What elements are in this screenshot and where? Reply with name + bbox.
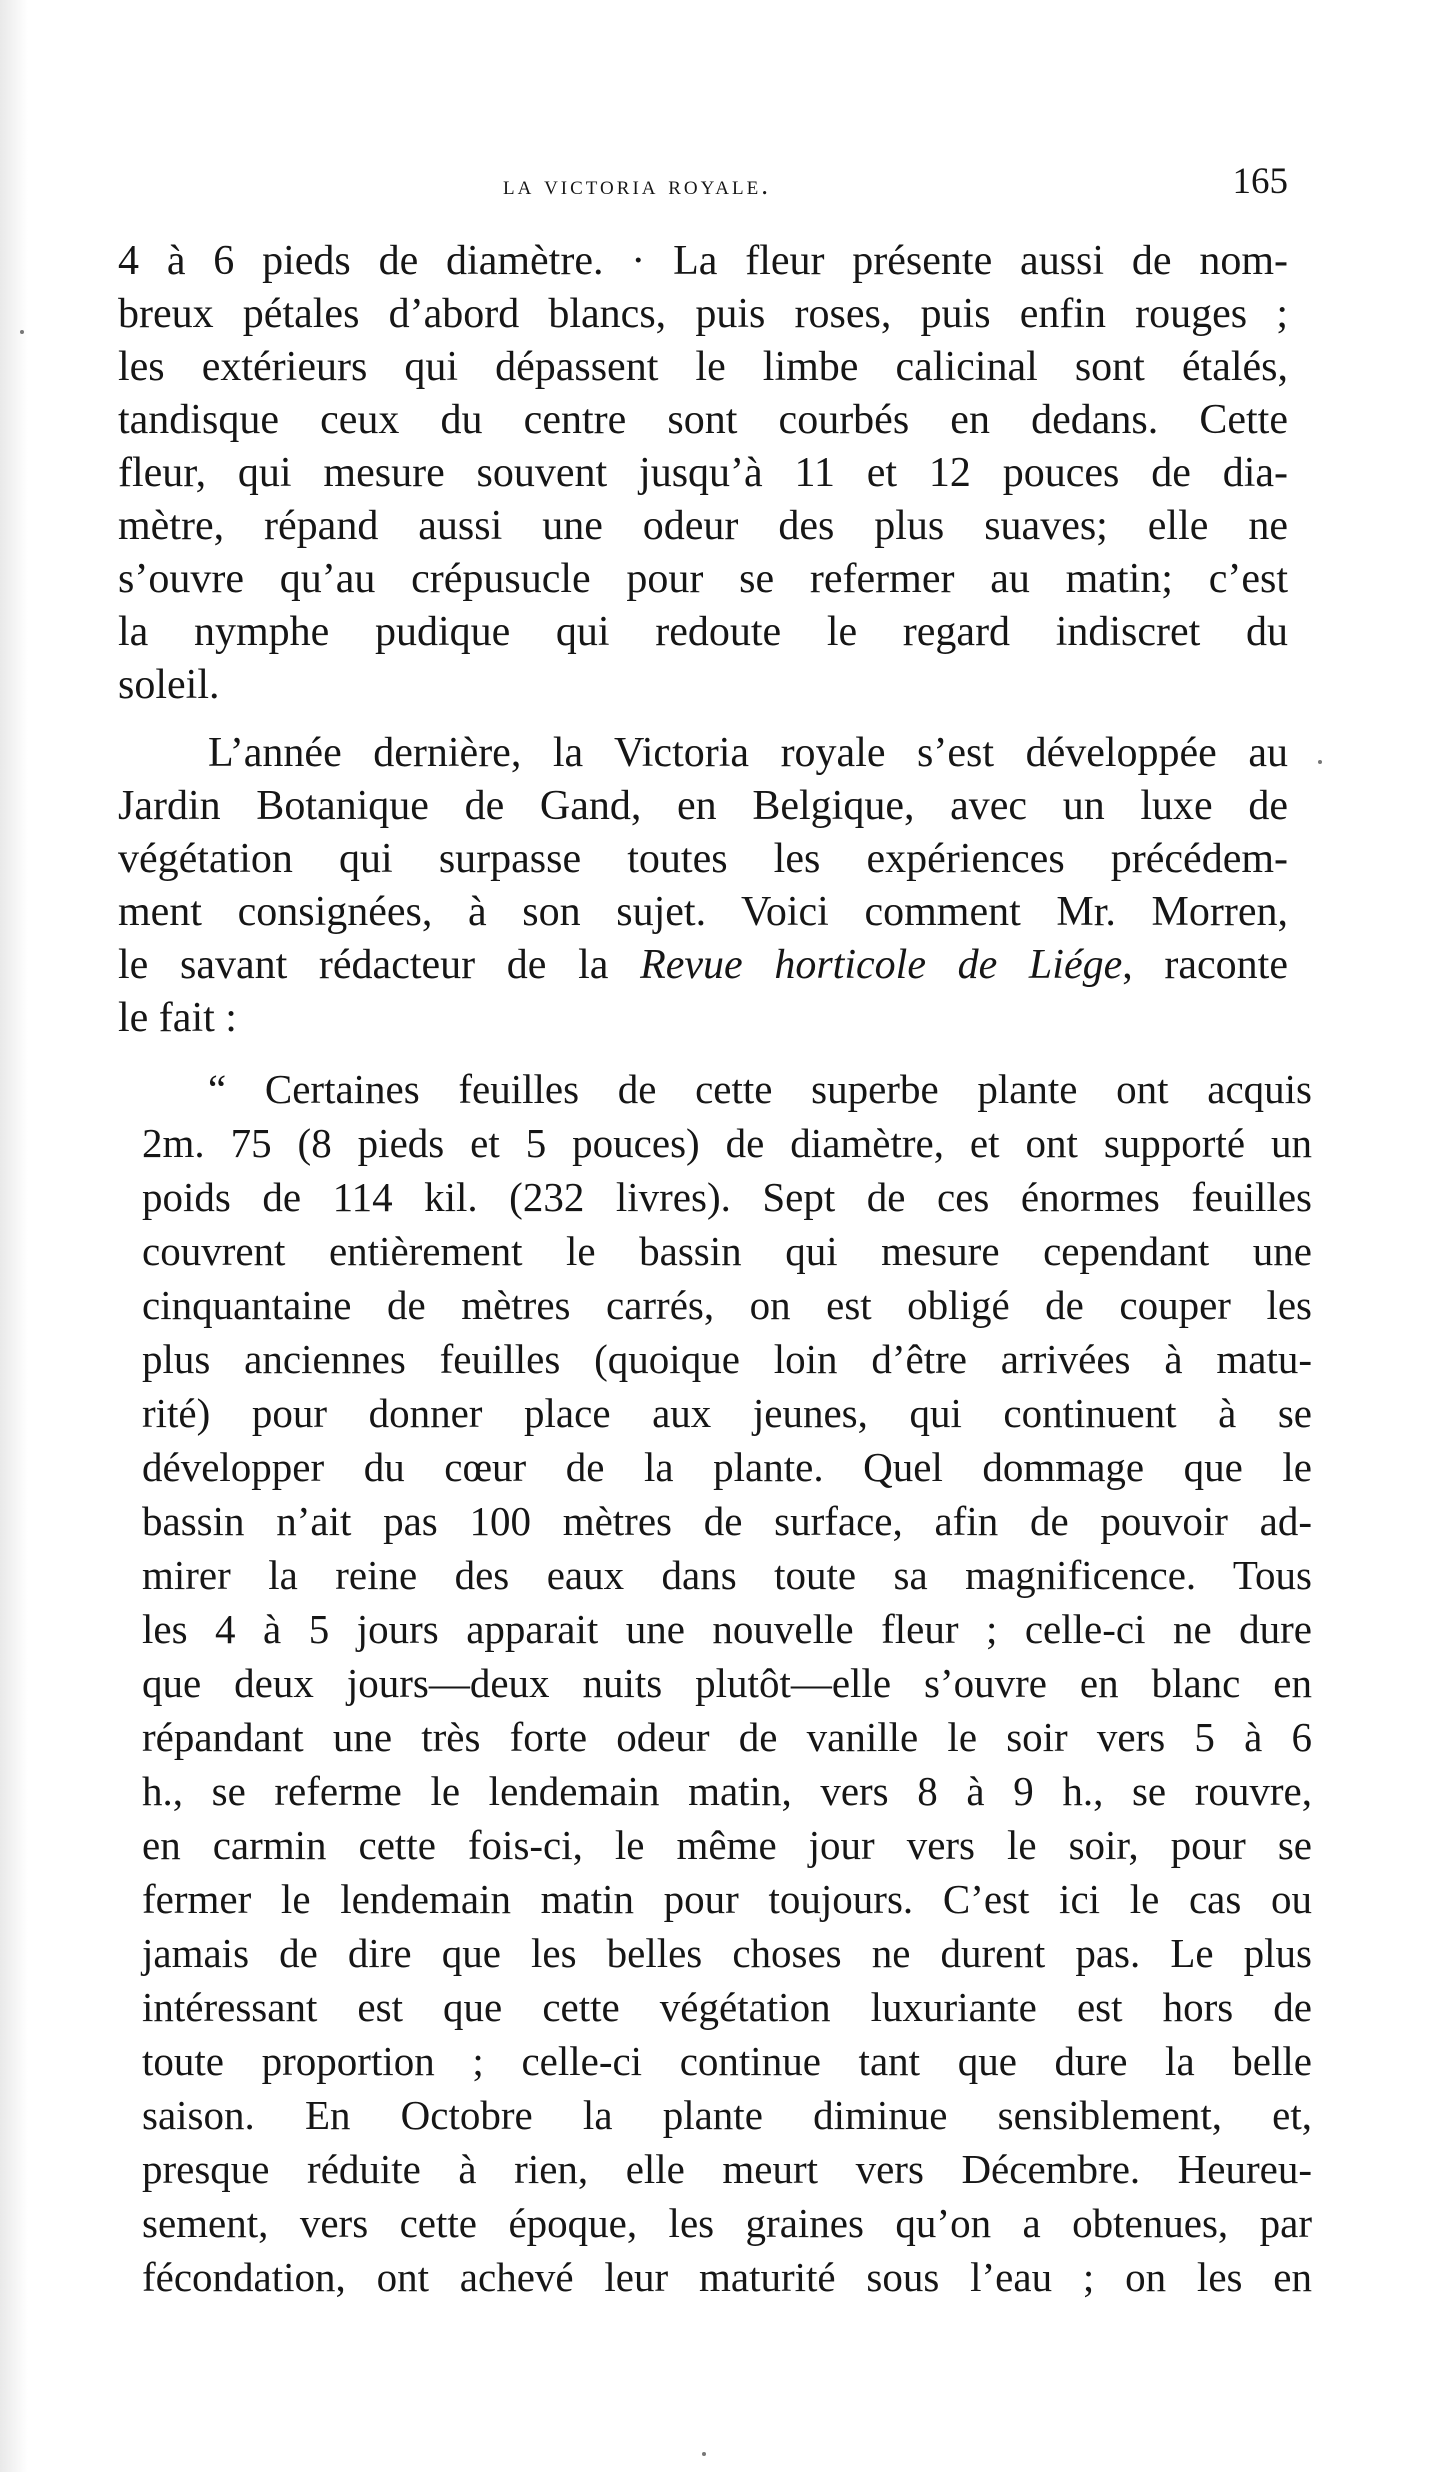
- text-line: ment consignées, à son sujet. Voici comment Mr. Morren,: [118, 889, 1288, 935]
- quote-line: répandant une très forte odeur de vanille le soir vers 5 à 6: [142, 1714, 1312, 1760]
- text-run: , raconte: [1122, 942, 1288, 988]
- text-line: végétation qui surpasse toutes les expériences précédem-: [118, 836, 1288, 882]
- quote-line: fécondation, ont achevé leur maturité sous l’eau ; on les en: [142, 2254, 1312, 2300]
- quote-line: couvrent entièrement le bassin qui mesure cependant une: [142, 1228, 1312, 1274]
- quote-line: 2m. 75 (8 pieds et 5 pouces) de diamètre, et ont supporté un: [142, 1120, 1312, 1166]
- page-number: 165: [1232, 161, 1288, 202]
- text-line: les extérieurs qui dépassent le limbe calicinal sont étalés,: [118, 344, 1288, 390]
- quote-line: intéressant est que cette végétation luxuriante est hors de: [142, 1984, 1312, 2030]
- quote-line: saison. En Octobre la plante diminue sensiblement, et,: [142, 2092, 1312, 2138]
- quote-line: en carmin cette fois-ci, le même jour vers le soir, pour se: [142, 1822, 1312, 1868]
- scan-speck: [702, 2452, 706, 2456]
- quote-line: jamais de dire que les belles choses ne durent pas. Le plus: [142, 1930, 1312, 1976]
- running-title: la victoria royale.: [503, 170, 771, 200]
- text-line: soleil.: [118, 662, 220, 708]
- quote-line: bassin n’ait pas 100 mètres de surface, afin de pouvoir ad-: [142, 1498, 1312, 1544]
- quote-line: développer du cœur de la plante. Quel dommage que le: [142, 1444, 1312, 1490]
- text-line-with-italic: [118, 939, 1288, 991]
- quote-line: presque réduite à rien, elle meurt vers Décembre. Heureu-: [142, 2146, 1312, 2192]
- quote-line: h., se referme le lendemain matin, vers 8 à 9 h., se rouvre,: [142, 1768, 1312, 1814]
- quote-line: mirer la reine des eaux dans toute sa magnificence. Tous: [142, 1552, 1312, 1598]
- quote-line: toute proportion ; celle-ci continue tant que dure la belle: [142, 2038, 1312, 2084]
- text-line: breux pétales d’abord blancs, puis roses, puis enfin rouges ;: [118, 291, 1288, 337]
- text-line: fleur, qui mesure souvent jusqu’à 11 et 12 pouces de dia-: [118, 450, 1288, 496]
- quote-line: fermer le lendemain matin pour toujours. C’est ici le cas ou: [142, 1876, 1312, 1922]
- text-run: le savant rédacteur de la: [118, 942, 641, 988]
- quote-line: cinquantaine de mètres carrés, on est obligé de couper les: [142, 1282, 1312, 1328]
- text-line: s’ouvre qu’au crépusucle pour se refermer au matin; c’est: [118, 556, 1288, 602]
- quote-line: poids de 114 kil. (232 livres). Sept de ces énormes feuilles: [142, 1174, 1312, 1220]
- text-line: tandisque ceux du centre sont courbés en dedans. Cette: [118, 397, 1288, 443]
- page-header: [118, 160, 1288, 210]
- text-line: 4 à 6 pieds de diamètre. · La fleur présente aussi de nom-: [118, 238, 1288, 284]
- text-line: mètre, répand aussi une odeur des plus suaves; elle ne: [118, 503, 1288, 549]
- quote-line: que deux jours—deux nuits plutôt—elle s’ouvre en blanc en: [142, 1660, 1312, 1706]
- text-line: la nymphe pudique qui redoute le regard indiscret du: [118, 609, 1288, 655]
- text-line: L’année dernière, la Victoria royale s’est développée au: [208, 730, 1288, 776]
- quote-line: “ Certaines feuilles de cette superbe plante ont acquis: [208, 1066, 1312, 1112]
- scan-speck: [1318, 760, 1322, 764]
- quote-line: plus anciennes feuilles (quoique loin d’être arrivées à matu-: [142, 1336, 1312, 1382]
- quote-line: sement, vers cette époque, les graines qu’on a obtenues, par: [142, 2200, 1312, 2246]
- quote-line: les 4 à 5 jours apparait une nouvelle fleur ; celle-ci ne dure: [142, 1606, 1312, 1652]
- scan-edge-shadow: [0, 0, 28, 2472]
- scan-speck: [20, 330, 24, 334]
- text-line: Jardin Botanique de Gand, en Belgique, avec un luxe de: [118, 783, 1288, 829]
- quote-line: rité) pour donner place aux jeunes, qui continuent à se: [142, 1390, 1312, 1436]
- journal-title-italic: Revue horticole de Liége: [640, 942, 1123, 988]
- text-line: le fait :: [118, 995, 237, 1041]
